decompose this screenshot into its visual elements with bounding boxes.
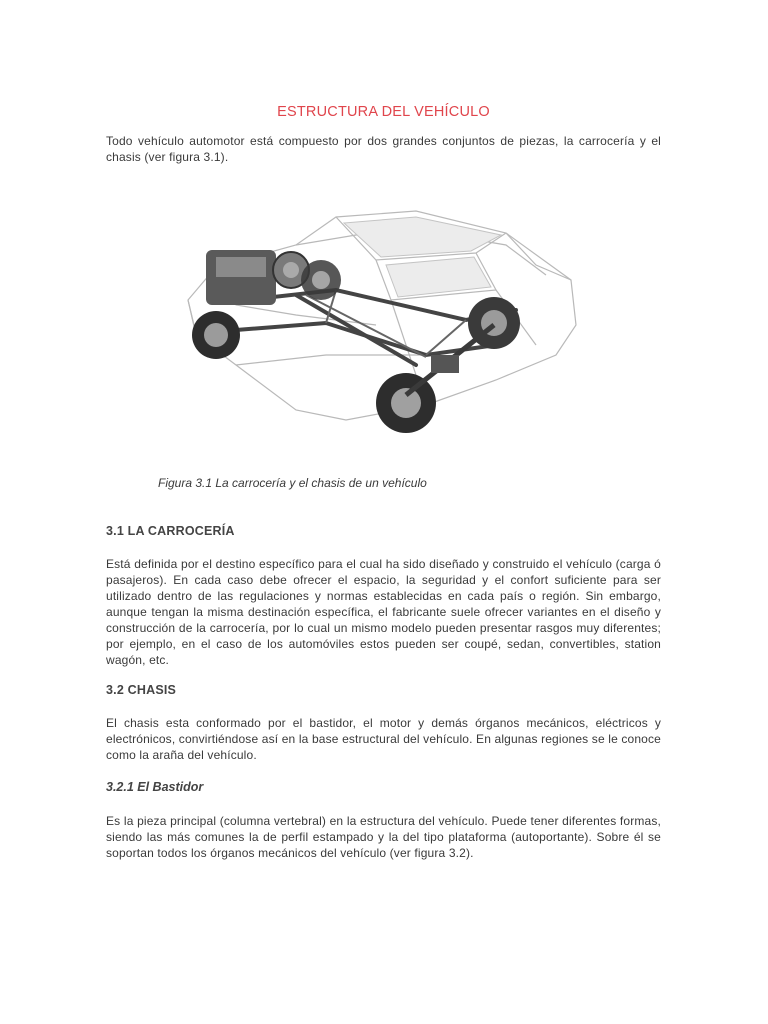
figure-caption: Figura 3.1 La carrocería y el chasis de un vehículo <box>158 476 427 490</box>
section-heading-chasis: 3.2 CHASIS <box>106 683 177 697</box>
car-chassis-illustration <box>176 205 586 445</box>
document-title: ESTRUCTURA DEL VEHÍCULO <box>277 104 490 120</box>
section-body-carroceria: Está definida por el destino específico para el cual ha sido diseñado y construido el vehículo (carga ó pasajeros). En cada caso debe ofrecer el espacio, la seguridad y el confort suficiente para ser utilizado dentro de las regulaciones y normas establecidas en cada país o región. Sin embargo, aunque tengan la misma destinación específica, el fabricante suele ofrecer variantes en el diseño y construcción de la carrocería, por lo cual un mismo modelo pueden presentar rasgos muy diferentes; por ejemplo, en el caso de los automóviles estos pueden ser coupé, sedan, convertibles, station wagón, etc. <box>106 557 661 667</box>
car-chassis-figure <box>176 205 586 445</box>
section-heading-carroceria: 3.1 LA CARROCERÍA <box>106 524 235 538</box>
section-body-chasis: El chasis esta conformado por el bastidor, el motor y demás órganos mecánicos, eléctricos y electrónicos, convirtiéndose así en la base estructural del vehículo. En algunas regiones se le conoce como la araña del vehículo. <box>106 716 661 762</box>
intro-paragraph: Todo vehículo automotor está compuesto por dos grandes conjuntos de piezas, la carrocería y el chasis (ver figura 3.1). <box>106 134 661 164</box>
subsection-heading-bastidor: 3.2.1 El Bastidor <box>106 780 204 794</box>
subsection-body-bastidor: Es la pieza principal (columna vertebral) en la estructura del vehículo. Puede tener diferentes formas, siendo las más comunes la de perfil estampado y la del tipo plataforma (autoportante). Sobre él se soportan todos los órganos mecánicos del vehículo (ver figura 3.2). <box>106 814 661 860</box>
